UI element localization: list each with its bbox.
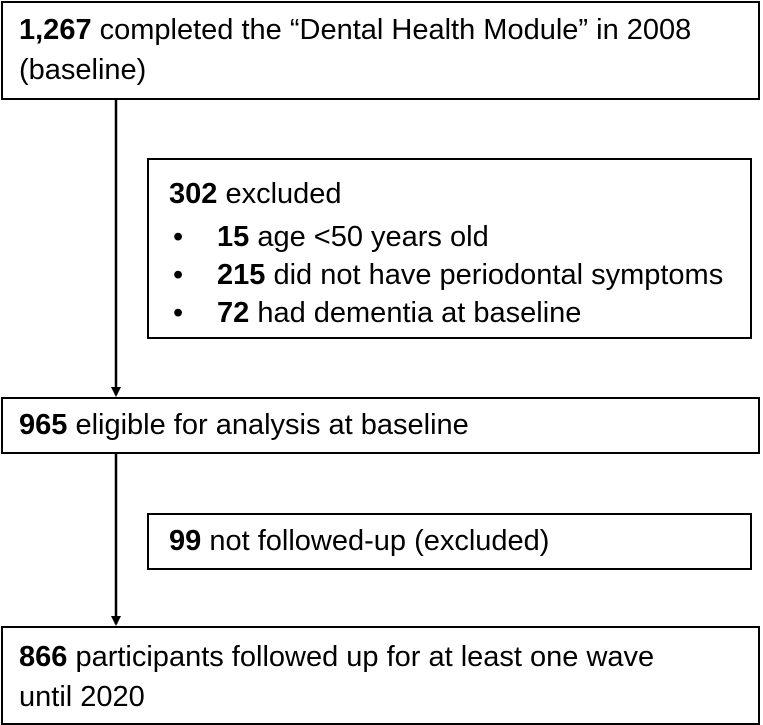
exclusion-reason-dementia (169, 294, 750, 332)
baseline-text-line2: (baseline) (19, 54, 147, 86)
exclusion-count: 215 (217, 259, 266, 291)
final-text-line1: participants followed up for at least one wave (75, 641, 655, 673)
exclusion-count: 72 (217, 297, 250, 329)
final-count: 866 (19, 641, 68, 673)
baseline-count: 1,267 (19, 14, 92, 46)
exclusion-reasons-list (169, 218, 750, 332)
excluded-box (147, 158, 752, 339)
eligible-count: 965 (19, 409, 68, 441)
exclusion-reason-periodontal (169, 256, 750, 294)
exclusion-text: did not have periodontal symptoms (273, 259, 724, 291)
excluded-text: excluded (225, 178, 342, 210)
exclusion-count: 15 (217, 221, 250, 253)
exclusion-text: age <50 years old (257, 221, 489, 253)
exclusion-reason-age (169, 218, 750, 256)
not-followed-text: not followed-up (excluded) (209, 525, 550, 557)
not-followed-box (147, 513, 752, 570)
eligible-text: eligible for analysis at baseline (75, 409, 469, 441)
baseline-text-line1: completed the “Dental Health Module” in 2008 (99, 14, 692, 46)
not-followed-count: 99 (169, 525, 202, 557)
bullet-icon: • (173, 221, 184, 253)
eligible-box (1, 397, 760, 454)
bullet-icon: • (173, 259, 184, 291)
exclusion-text: had dementia at baseline (257, 297, 582, 329)
bullet-icon: • (173, 297, 184, 329)
baseline-box (1, 1, 760, 100)
excluded-count: 302 (169, 178, 218, 210)
final-text-line2: until 2020 (19, 681, 145, 713)
final-box (1, 626, 760, 725)
